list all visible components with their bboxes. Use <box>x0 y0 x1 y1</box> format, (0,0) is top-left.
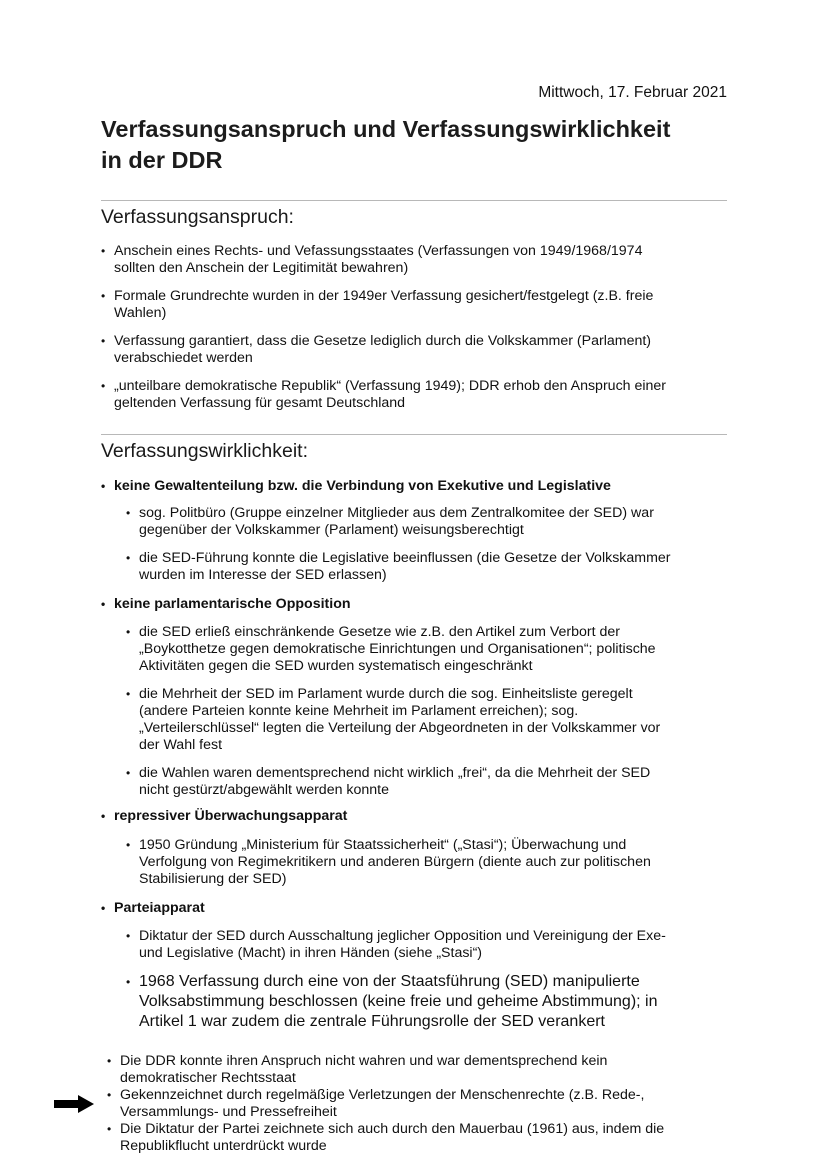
list-item <box>101 333 727 367</box>
line: • „unteilbare demokratische Republik“ (Verfassung 1949); DDR erhob den Anspruch einer <box>114 378 667 394</box>
line: gegenüber der Volkskammer (Parlament) weisungsberechtigt <box>139 522 524 538</box>
list-item <box>101 288 727 322</box>
list-item <box>107 1053 747 1087</box>
list-item <box>126 505 727 539</box>
list-item <box>101 378 727 412</box>
group-title: • repressiver Überwachungsapparat <box>101 808 727 825</box>
list-item <box>126 686 727 754</box>
line: und Legislative (Macht) in ihren Händen (siehe „Stasi“) <box>139 945 483 961</box>
line: • Verfassung garantiert, dass die Gesetze lediglich durch die Volkskammer (Parlament) <box>114 333 652 349</box>
list-item <box>107 1087 747 1121</box>
line: • Gekennzeichnet durch regelmäßige Verletzungen der Menschenrechte (z.B. Rede-, <box>120 1087 645 1103</box>
anspruch-list <box>101 243 727 412</box>
list-item <box>126 550 727 584</box>
conclusion-list <box>107 1053 747 1155</box>
line: • die SED-Führung konnte die Legislative beeinflussen (die Gesetze der Volkskammer <box>139 550 671 566</box>
line: wurden im Interesse der SED erlassen) <box>139 567 387 583</box>
line: • 1968 Verfassung durch eine von der Staatsführung (SED) manipulierte <box>139 973 640 990</box>
divider <box>101 200 727 201</box>
line: verabschiedet werden <box>114 350 253 366</box>
group-ueberwachung <box>101 808 727 825</box>
line: • Die Diktatur der Partei zeichnete sich auch durch den Mauerbau (1961) aus, indem die <box>120 1121 665 1137</box>
section-heading-wirklichkeit: Verfassungswirklichkeit: <box>101 440 308 462</box>
divider <box>101 434 727 435</box>
title-line: Verfassungsanspruch und Verfassungswirklichkeit <box>101 116 671 142</box>
group-title: • keine Gewaltenteilung bzw. die Verbindung von Exekutive und Legislative <box>101 478 727 495</box>
list-item <box>101 243 727 277</box>
line: Volksabstimmung beschlossen (keine freie und geheime Abstimmung); in <box>139 993 658 1010</box>
list-item <box>126 624 727 675</box>
document-date: Mittwoch, 17. Februar 2021 <box>538 84 727 101</box>
group-parteiapparat <box>101 900 727 917</box>
line: • Formale Grundrechte wurden in der 1949er Verfassung gesichert/festgelegt (z.B. freie <box>114 288 654 304</box>
group-title: • Parteiapparat <box>101 900 727 917</box>
list-item <box>126 972 727 1032</box>
group-gewaltenteilung <box>101 478 727 495</box>
arrow-right-icon <box>54 1095 94 1113</box>
list-item <box>107 1121 747 1155</box>
line: • 1950 Gründung „Ministerium für Staatssicherheit“ („Stasi“); Überwachung und <box>139 837 627 853</box>
line: Versammlungs- und Pressefreiheit <box>120 1104 337 1120</box>
document-title <box>101 114 741 176</box>
line: (andere Parteien konnte keine Mehrheit im Parlament erreichen); sog. <box>139 703 579 719</box>
line: demokratischer Rechtsstaat <box>120 1070 296 1086</box>
group-title: • keine parlamentarische Opposition <box>101 596 727 613</box>
line: sollten den Anschein der Legitimität bewahren) <box>114 260 409 276</box>
line: nicht gestürzt/abgewählt werden konnte <box>139 782 390 798</box>
group-opposition <box>101 596 727 613</box>
line: Artikel 1 war zudem die zentrale Führungsrolle der SED verankert <box>139 1013 605 1030</box>
line: • die Mehrheit der SED im Parlament wurde durch die sog. Einheitsliste geregelt <box>139 686 633 702</box>
list-item <box>126 837 727 888</box>
line: Aktivitäten gegen die SED wurden systematisch eingeschränkt <box>139 658 533 674</box>
line: • die SED erließ einschränkende Gesetze wie z.B. den Artikel zum Verbort der <box>139 624 621 640</box>
line: • Anschein eines Rechts- und Vefassungsstaates (Verfassungen von 1949/1968/1974 <box>114 243 643 259</box>
group-gewaltenteilung-items <box>101 505 727 584</box>
line: Verfolgung von Regimekritikern und anderen Bürgern (diente auch zur politischen <box>139 854 651 870</box>
group-ueberwachung-items <box>101 837 727 888</box>
list-item <box>126 928 727 962</box>
line: Wahlen) <box>114 305 167 321</box>
line: • die Wahlen waren dementsprechend nicht wirklich „frei“, da die Mehrheit der SED <box>139 765 651 781</box>
line: • Diktatur der SED durch Ausschaltung jeglicher Opposition und Vereinigung der Exe- <box>139 928 666 944</box>
section-heading-anspruch: Verfassungsanspruch: <box>101 206 294 228</box>
group-opposition-items <box>101 624 727 799</box>
title-line: in der DDR <box>101 147 223 173</box>
line: • Die DDR konnte ihren Anspruch nicht wahren und war dementsprechend kein <box>120 1053 608 1069</box>
line: der Wahl fest <box>139 737 223 753</box>
line: Stabilisierung der SED) <box>139 871 287 887</box>
line: Republikflucht unterdrückt wurde <box>120 1138 327 1154</box>
line: • sog. Politbüro (Gruppe einzelner Mitglieder aus dem Zentralkomitee der SED) war <box>139 505 654 521</box>
line: „Verteilerschlüssel“ legten die Verteilung der Abgeordneten in der Volkskammer vor <box>139 720 661 736</box>
line: geltenden Verfassung für gesamt Deutschland <box>114 395 406 411</box>
group-parteiapparat-items <box>101 928 727 1032</box>
line: „Boykotthetze gegen demokratische Einrichtungen und Organisationen“; politische <box>139 641 656 657</box>
list-item <box>126 765 727 799</box>
